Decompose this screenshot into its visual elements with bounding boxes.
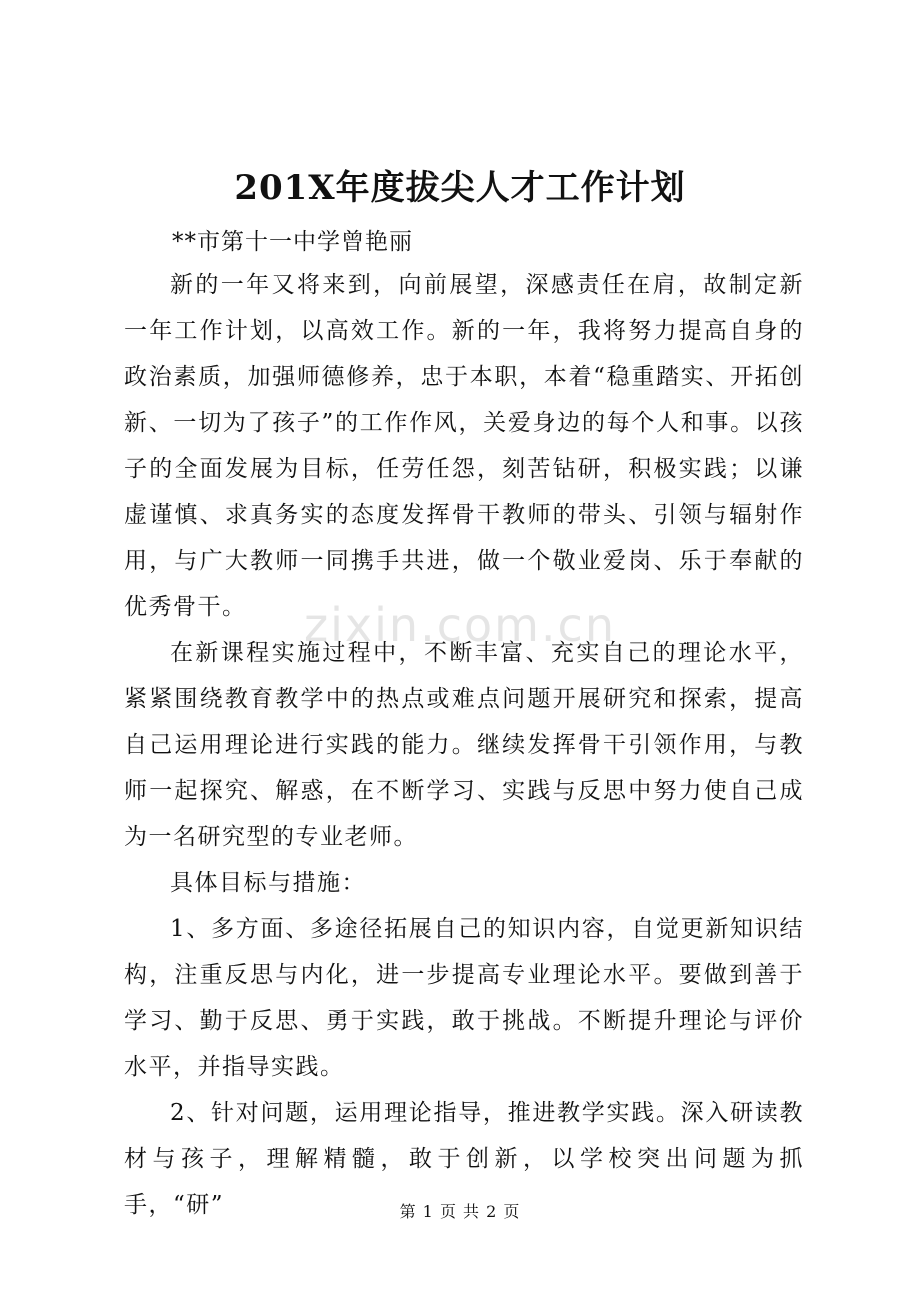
author-line: **市第十一中学曾艳丽 bbox=[172, 229, 413, 255]
paragraph: 新的一年又将来到，向前展望，深感责任在肩，故制定新一年工作计划，以高效工作。新的一年，我将努力提高自身的政治素质，加强师德修养，忠于本职，本着“稳重踏实、开拓创新、一切为了孩子”的工作作风，关爱身边的每个人和事。以孩子的全面发展为目标，任劳任怨，刻苦钻研，积极实践；以谦虚谨慎、求真务实的态度发挥骨干教师的带头、引领与辐射作用，与广大教师一同携手共进，做一个敬业爱岗、乐于奉献的优秀骨干。 bbox=[124, 272, 804, 620]
paragraph: 2、针对问题，运用理论指导，推进教学实践。深入研读教材与孩子，理解精髓，敢于创新，以学校突出问题为抓手，“研” bbox=[124, 1100, 804, 1218]
paragraph: 1、多方面、多途径拓展自己的知识内容，自觉更新知识结构，注重反思与内化，进一步提高专业理论水平。要做到善于学习、勤于反思、勇于实践，敢于挑战。不断提升理论与评价水平，并指导实践。 bbox=[124, 916, 804, 1080]
document-body bbox=[124, 262, 804, 1228]
paragraph: 具体目标与措施： bbox=[170, 870, 366, 896]
document-title: 201X年度拔尖人才工作计划 bbox=[234, 168, 686, 208]
watermark: zixin.com.cn bbox=[303, 598, 617, 652]
page-footer: 第 1 页 共 2 页 bbox=[399, 1202, 521, 1221]
paragraph: 在新课程实施过程中，不断丰富、充实自己的理论水平，紧紧围绕教育教学中的热点或难点问题开展研究和探索，提高自己运用理论进行实践的能力。继续发挥骨干引领作用，与教师一起探究、解惑，在不断学习、实践与反思中努力使自己成为一名研究型的专业老师。 bbox=[124, 640, 804, 850]
